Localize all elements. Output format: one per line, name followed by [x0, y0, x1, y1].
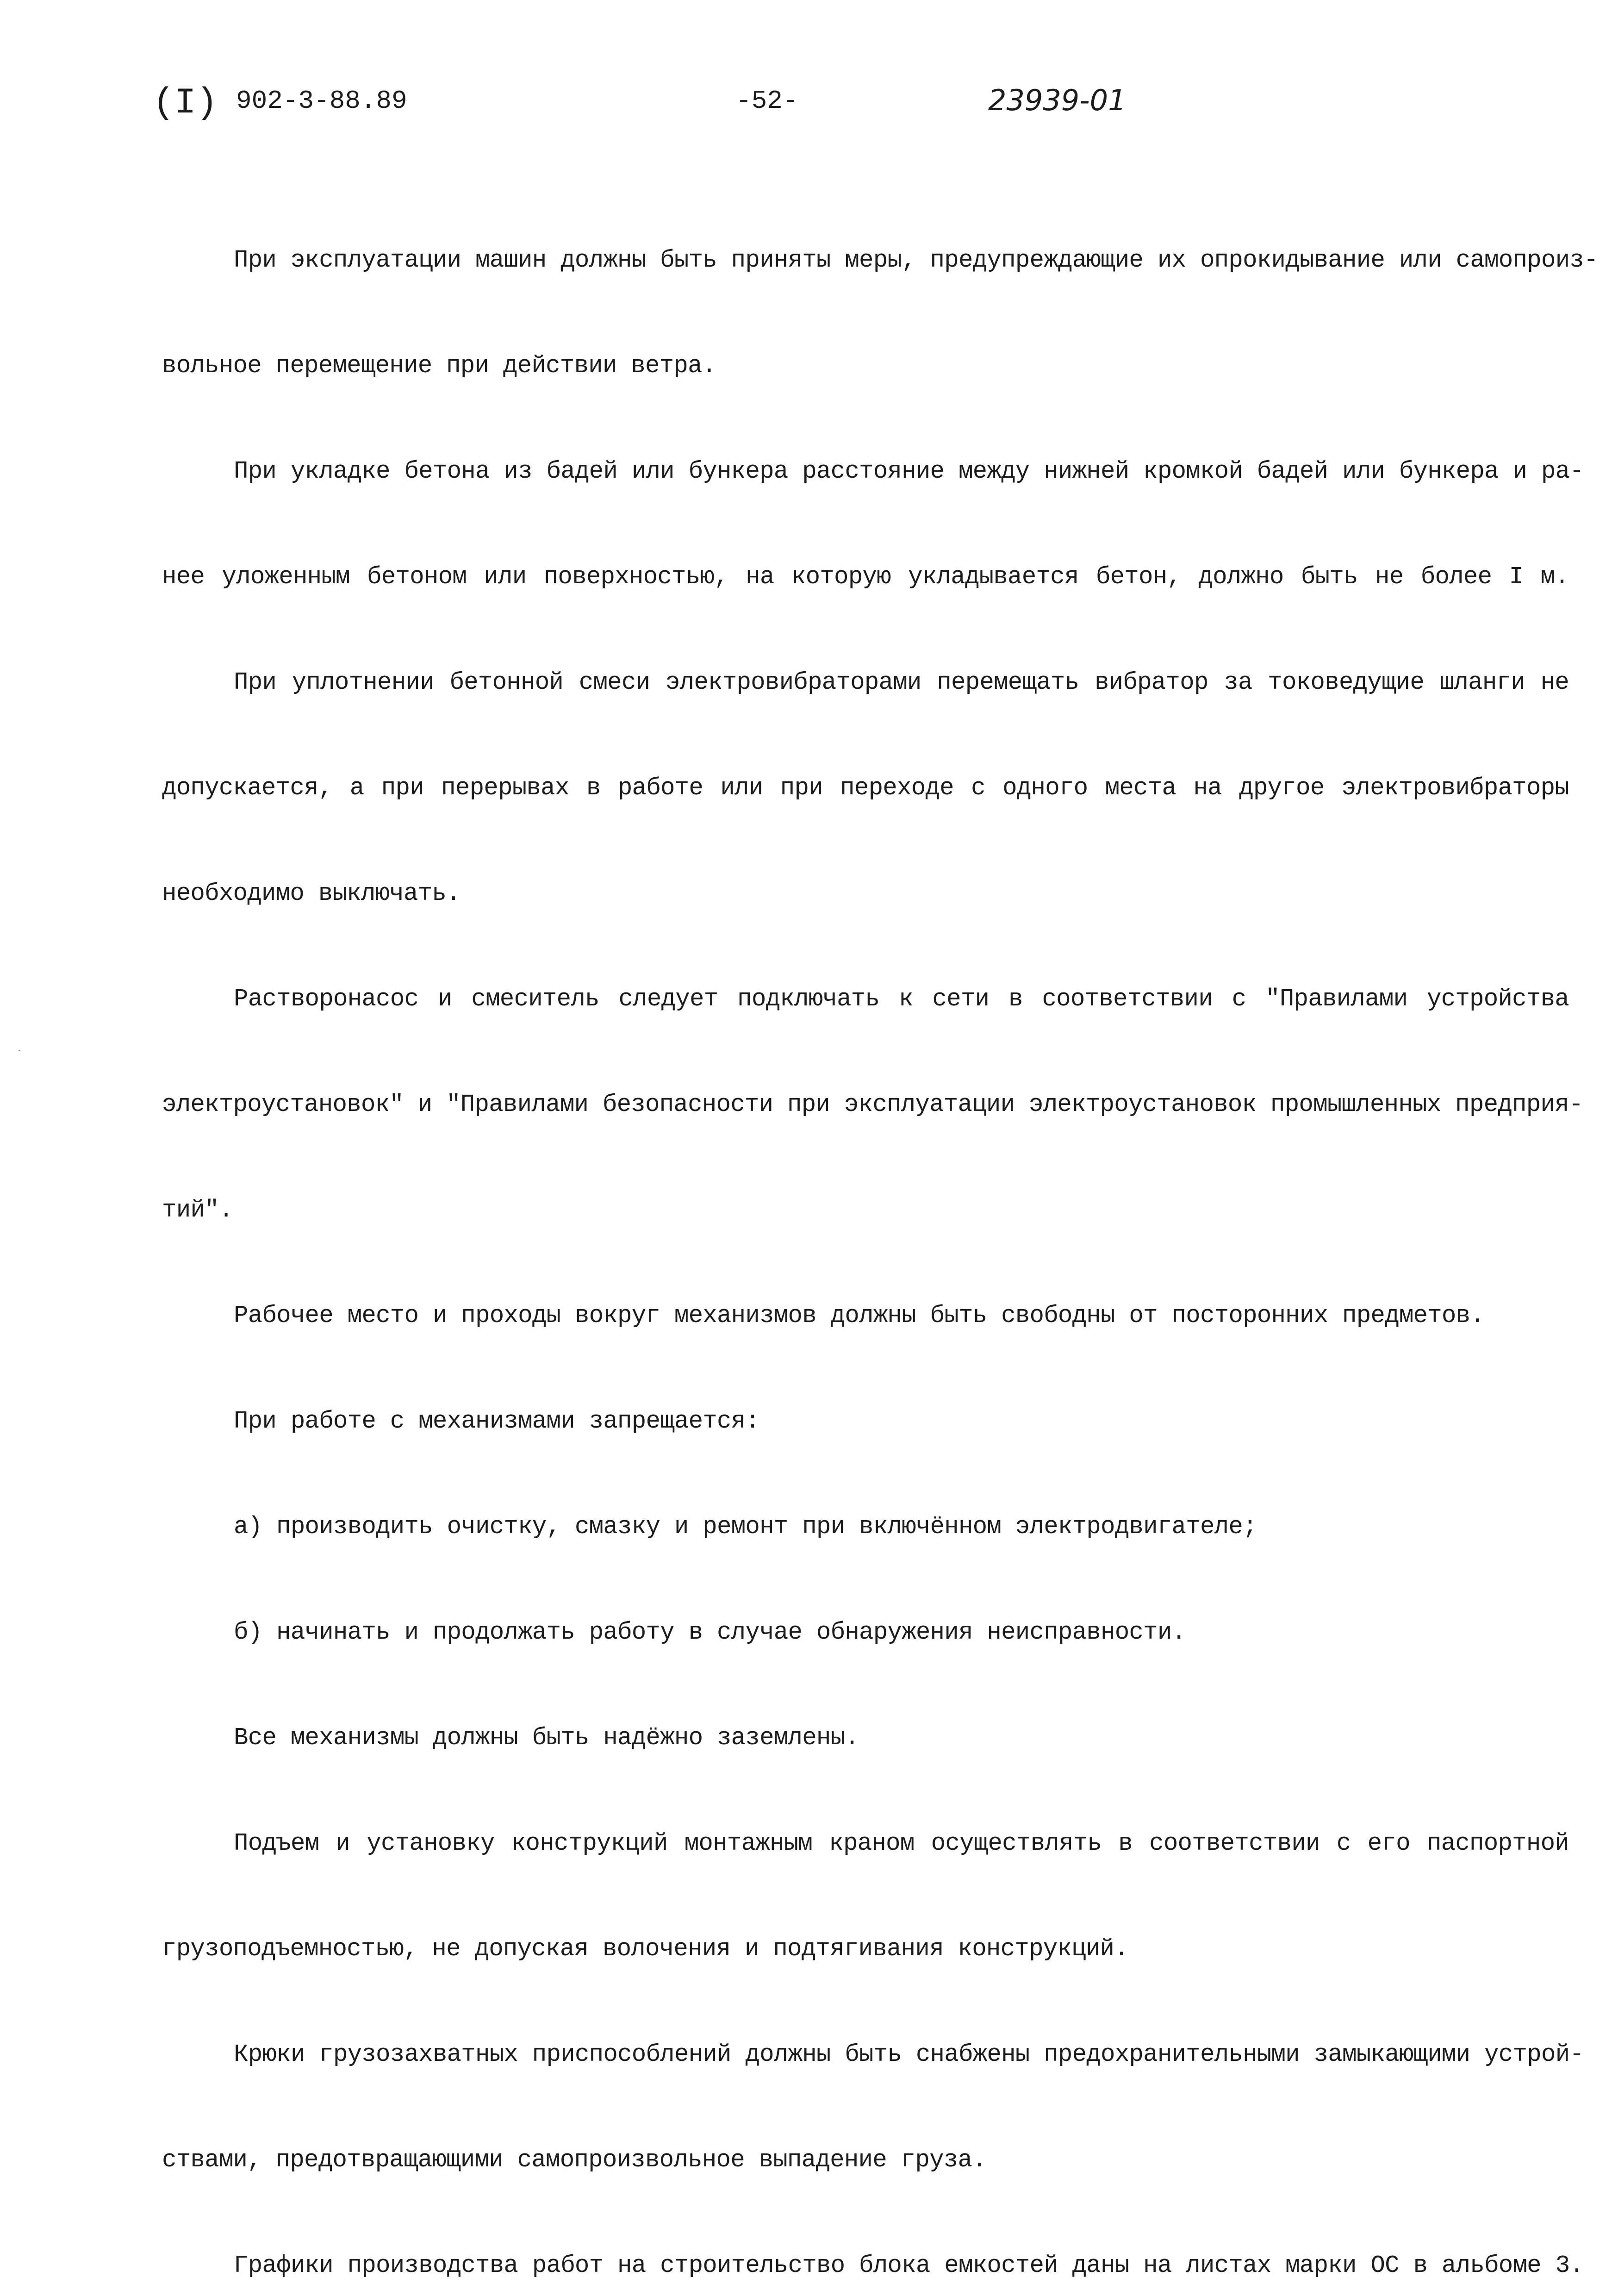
text-line: Рабочее место и проходы вокруг механизмов должны быть свободны от посторонних предметов. — [234, 1302, 1485, 1329]
text-line: Подъем и установку конструкций монтажным краном осуществлять в соответствии с его паспортной — [234, 1829, 1569, 1857]
text-line: электроустановок" и "Правилами безопасности при эксплуатации электроустановок промышленных предприя- — [162, 1091, 1583, 1118]
text-line: вольное перемещение при действии ветра. — [162, 352, 716, 380]
text-line: а) производить очистку, смазку и ремонт при включённом электродвигателе; — [234, 1513, 1257, 1541]
edition-mark: (I) — [153, 83, 218, 124]
text-line: нее уложенным бетоном или поверхностью, на которую укладывается бетон, должно быть не более I м. — [162, 563, 1569, 591]
page-number: -52- — [736, 86, 798, 116]
document-number: 23939-01 — [988, 83, 1127, 117]
text-line: тий". — [162, 1196, 233, 1224]
text-line: Графики производства работ на строительство блока емкостей даны на листах марки ОС в альбоме 3. — [234, 2252, 1584, 2279]
text-line: Растворонасос и смеситель следует подключать к сети в соответствии с "Правилами устройства — [234, 985, 1569, 1013]
text-line: При эксплуатации машин должны быть приняты меры, предупреждающие их опрокидывание или самопроиз- — [234, 246, 1598, 274]
document-body — [162, 172, 1598, 2296]
text-line: б) начинать и продолжать работу в случае обнаружения неисправности. — [234, 1618, 1186, 1646]
text-line: При укладке бетона из бадей или бункера расстояние между нижней кромкой бадей или бункера и ра- — [234, 457, 1584, 485]
text-line: При уплотнении бетонной смеси электровибраторами перемещать вибратор за токоведущие шланги не — [234, 668, 1569, 696]
text-line: грузоподъемностью, не допуская волочения и подтягивания конструкций. — [162, 1935, 1128, 1963]
text-line: Все механизмы должны быть надёжно заземлены. — [234, 1724, 859, 1752]
text-line: допускается, а при перерывах в работе или при переходе с одного места на другое электровибраторы — [162, 774, 1569, 802]
text-line: необходимо выключать. — [162, 880, 461, 907]
text-line: ствами, предотвращающими самопроизвольное выпадение груза. — [162, 2146, 986, 2174]
project-code: 902-3-88.89 — [236, 86, 407, 116]
scan-speck — [19, 1050, 20, 1051]
text-line: Крюки грузозахватных приспособлений должны быть снабжены предохранительными замыкающими устрой- — [234, 2040, 1584, 2068]
text-line: При работе с механизмами запрещается: — [234, 1407, 760, 1435]
